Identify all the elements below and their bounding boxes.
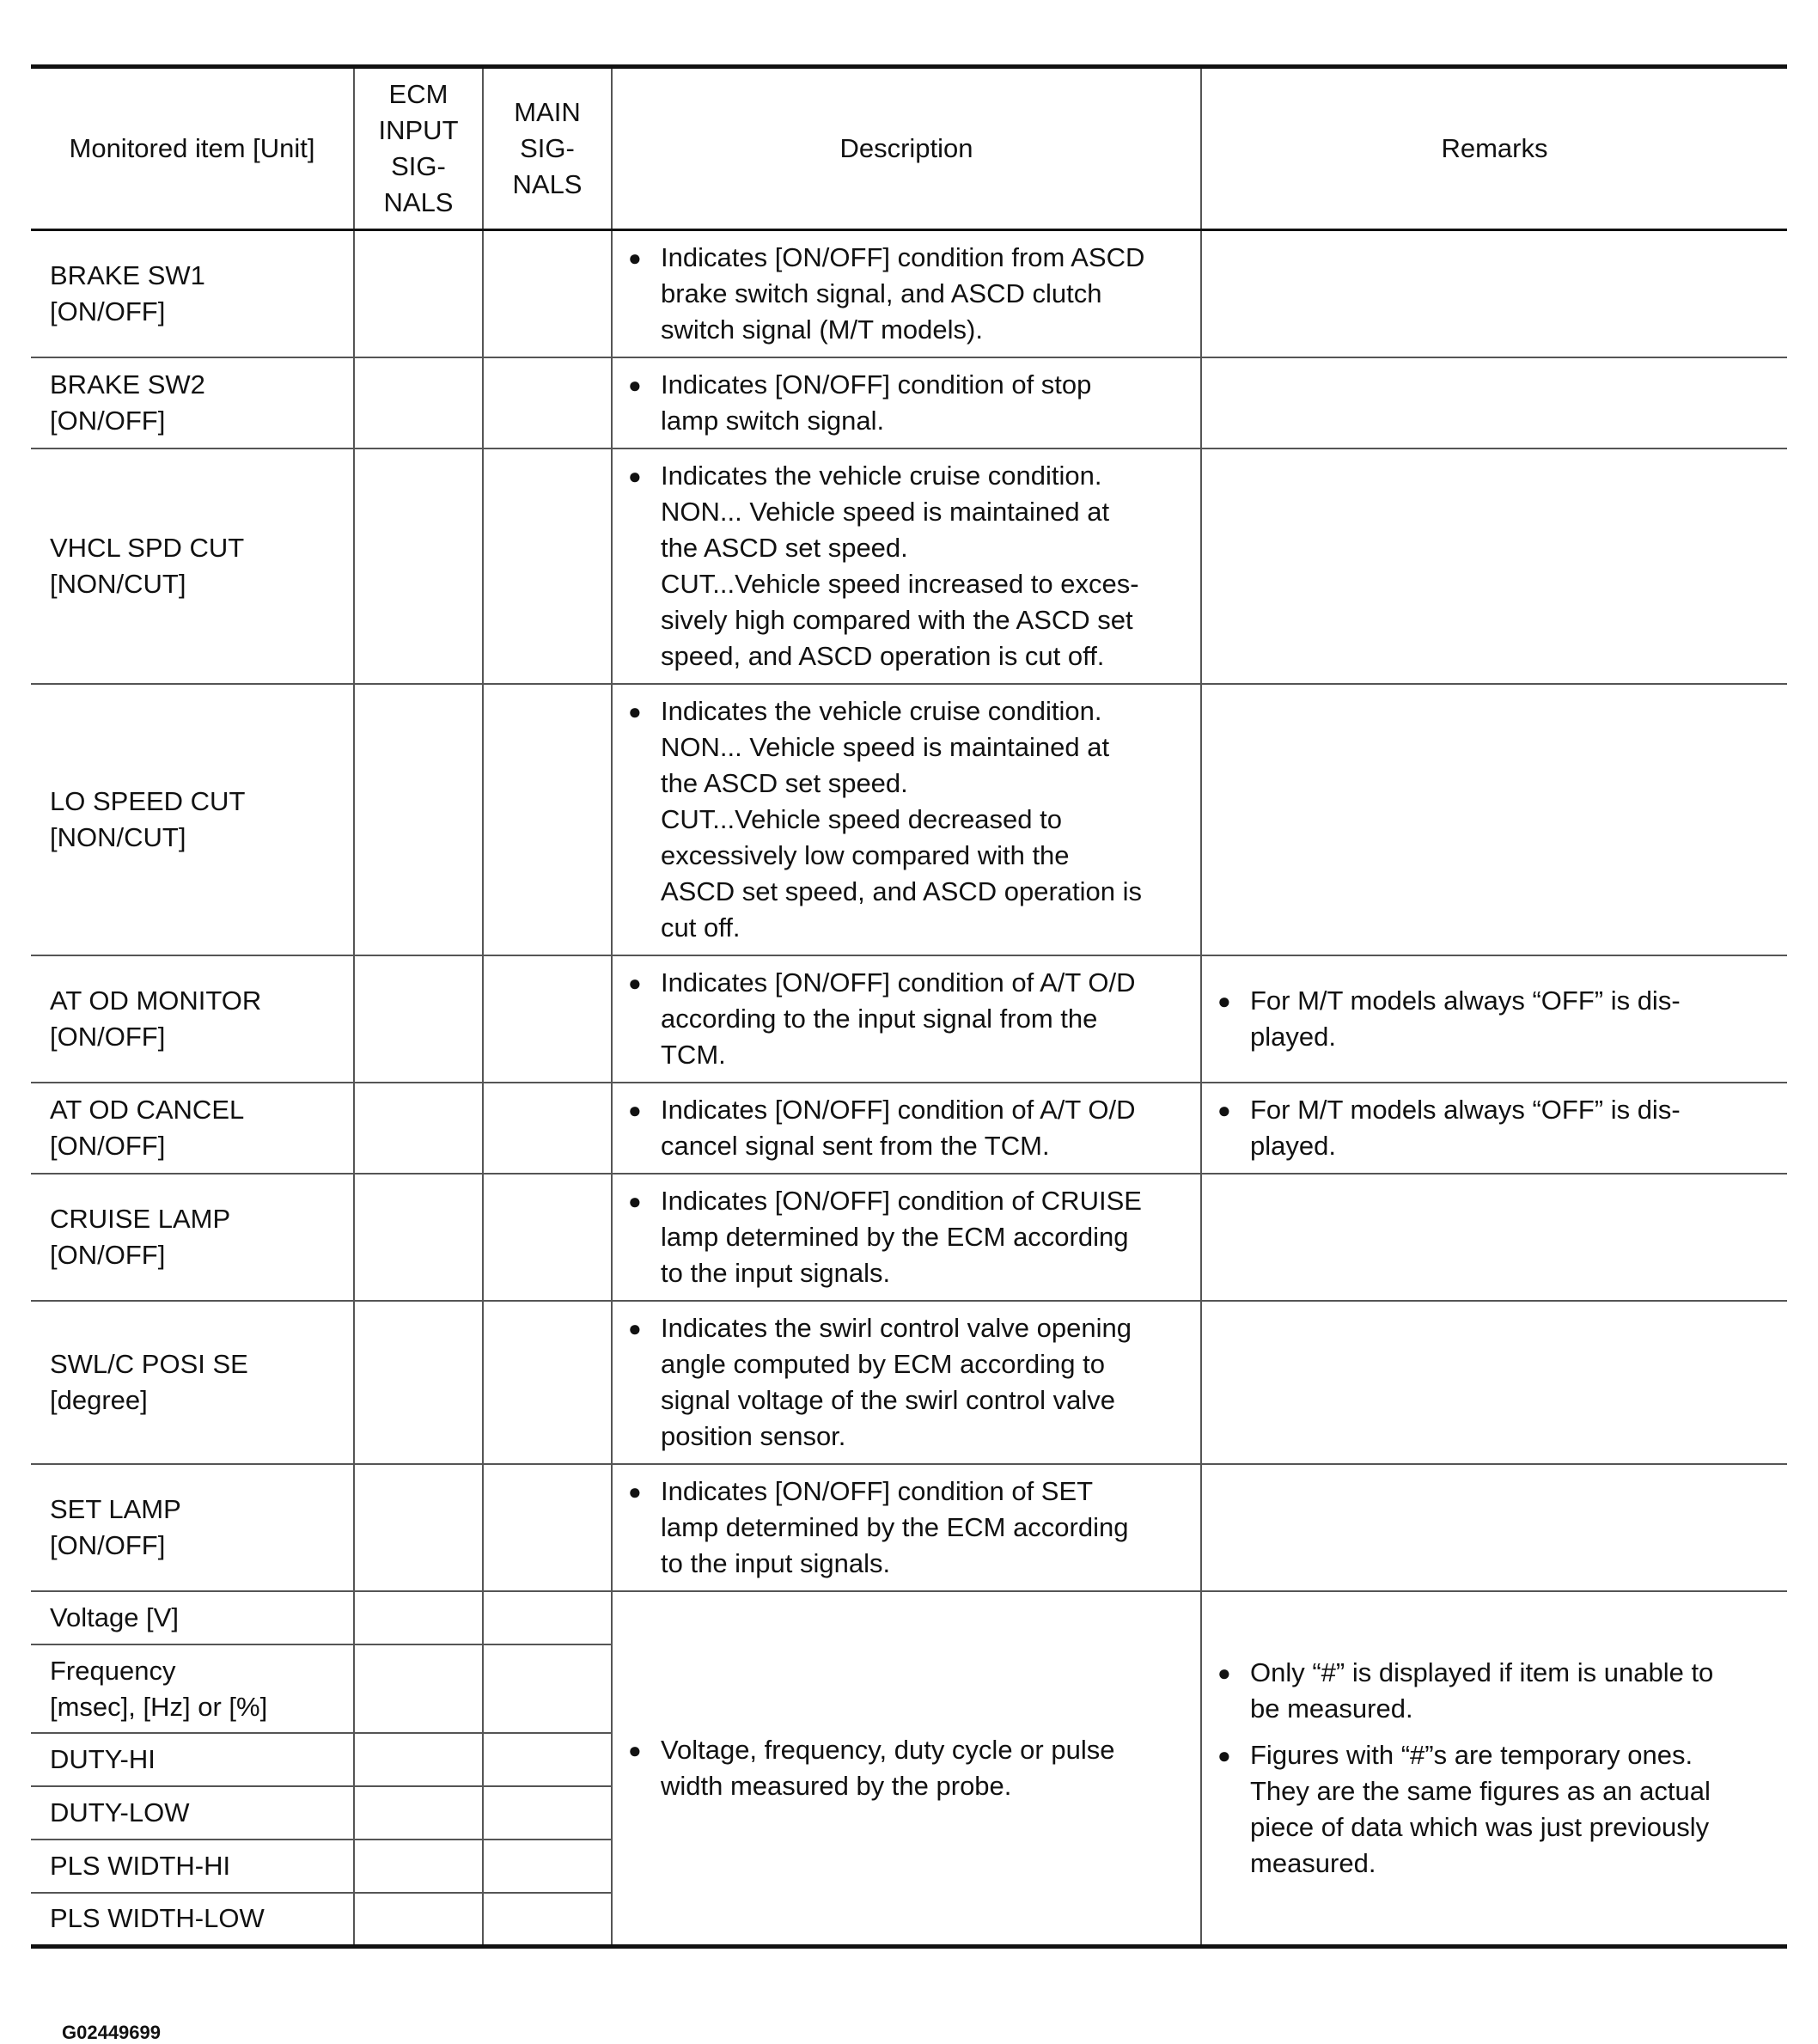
main-signal-cell: [483, 1591, 612, 1644]
remarks-list: [1217, 1092, 1777, 1164]
description-list: [628, 1183, 1190, 1291]
description-bullet: ● Indicates [ON/OFF] condition of CRUISE lamp determined by the ECM according to the input signals.: [628, 1183, 1190, 1291]
header-ecm-input-signals: ECM INPUT SIG- NALS: [354, 67, 483, 230]
description-list: [628, 240, 1190, 348]
remarks-cell: [1201, 357, 1787, 448]
monitored-item-cell: Frequency [msec], [Hz] or [%]: [31, 1644, 354, 1733]
ecm-input-signal-cell: [354, 1786, 483, 1840]
remarks-cell: [1201, 1301, 1787, 1464]
main-signal-cell: [483, 1644, 612, 1733]
description-bullet: ● Indicates the vehicle cruise condition. NON... Vehicle speed is maintained at the ASCD set speed. CUT...Vehicle speed decreased to excessively low compared with the ASCD set speed, and ASCD operation is cut off.: [628, 693, 1190, 946]
ecm-input-signal-cell: [354, 1464, 483, 1591]
monitored-item-cell: SWL/C POSI SE [degree]: [31, 1301, 354, 1464]
table-row: [31, 357, 1787, 448]
description-cell: [612, 1591, 1201, 1946]
ecm-input-signal-cell: [354, 448, 483, 684]
description-cell: [612, 230, 1201, 358]
header-row: [31, 67, 1787, 230]
description-cell: [612, 357, 1201, 448]
remarks-cell: [1201, 448, 1787, 684]
main-signal-cell: [483, 1786, 612, 1840]
ecm-input-signal-cell: [354, 357, 483, 448]
description-cell: [612, 1301, 1201, 1464]
ecm-input-signal-cell: [354, 1174, 483, 1301]
main-signal-cell: [483, 448, 612, 684]
table-row: [31, 684, 1787, 955]
monitored-item-cell: VHCL SPD CUT [NON/CUT]: [31, 448, 354, 684]
description-bullet: ● Indicates the swirl control valve opening angle computed by ECM according to signal voltage of the swirl control valve position sensor.: [628, 1310, 1190, 1455]
description-bullet: ● Indicates [ON/OFF] condition from ASCD brake switch signal, and ASCD clutch switch signal (M/T models).: [628, 240, 1190, 348]
monitored-item-cell: SET LAMP [ON/OFF]: [31, 1464, 354, 1591]
monitored-item-cell: BRAKE SW2 [ON/OFF]: [31, 357, 354, 448]
description-list: [628, 965, 1190, 1073]
header-monitored-item: Monitored item [Unit]: [31, 67, 354, 230]
main-signal-cell: [483, 955, 612, 1083]
description-list: [628, 1310, 1190, 1455]
description-cell: [612, 1464, 1201, 1591]
main-signal-cell: [483, 357, 612, 448]
description-bullet: ● Voltage, frequency, duty cycle or pulse width measured by the probe.: [628, 1732, 1190, 1804]
remarks-cell: [1201, 955, 1787, 1083]
ecm-input-signal-cell: [354, 1301, 483, 1464]
data-monitor-document: [31, 64, 1787, 2043]
header-description: Description: [612, 67, 1201, 230]
remarks-list: [1217, 983, 1777, 1055]
description-cell: [612, 684, 1201, 955]
remarks-bullet: ● For M/T models always “OFF” is dis- played.: [1217, 983, 1777, 1055]
monitored-item-cell: DUTY-HI: [31, 1733, 354, 1786]
remarks-cell: [1201, 1083, 1787, 1174]
table-row: [31, 1083, 1787, 1174]
main-signal-cell: [483, 1083, 612, 1174]
remarks-cell: [1201, 230, 1787, 358]
description-bullet: ● Indicates [ON/OFF] condition of A/T O/D according to the input signal from the TCM.: [628, 965, 1190, 1073]
description-list: [628, 1732, 1190, 1804]
monitored-item-cell: AT OD MONITOR [ON/OFF]: [31, 955, 354, 1083]
ecm-input-signal-cell: [354, 1840, 483, 1893]
remarks-bullet: ● Only “#” is displayed if item is unable to be measured.: [1217, 1655, 1777, 1727]
table-row: [31, 448, 1787, 684]
remarks-cell: [1201, 1174, 1787, 1301]
monitored-item-cell: PLS WIDTH-LOW: [31, 1893, 354, 1946]
main-signal-cell: [483, 1464, 612, 1591]
header-main-signals: MAIN SIG- NALS: [483, 67, 612, 230]
ecm-input-signal-cell: [354, 1083, 483, 1174]
table-row: [31, 955, 1787, 1083]
ecm-input-signal-cell: [354, 955, 483, 1083]
table-row: [31, 230, 1787, 358]
main-signal-cell: [483, 1733, 612, 1786]
description-cell: [612, 955, 1201, 1083]
remarks-cell: [1201, 1591, 1787, 1946]
monitor-items-table: [31, 64, 1787, 1949]
main-signal-cell: [483, 1840, 612, 1893]
description-list: [628, 458, 1190, 674]
remarks-cell: [1201, 1464, 1787, 1591]
monitored-item-cell: DUTY-LOW: [31, 1786, 354, 1840]
monitored-item-cell: PLS WIDTH-HI: [31, 1840, 354, 1893]
monitored-item-cell: CRUISE LAMP [ON/OFF]: [31, 1174, 354, 1301]
main-signal-cell: [483, 1174, 612, 1301]
table-row: [31, 1464, 1787, 1591]
main-signal-cell: [483, 1301, 612, 1464]
table-row: [31, 1591, 1787, 1644]
ecm-input-signal-cell: [354, 230, 483, 358]
table-row: [31, 1174, 1787, 1301]
main-signal-cell: [483, 230, 612, 358]
main-signal-cell: [483, 1893, 612, 1946]
description-list: [628, 1474, 1190, 1582]
description-bullet: ● Indicates [ON/OFF] condition of A/T O/D cancel signal sent from the TCM.: [628, 1092, 1190, 1164]
description-list: [628, 1092, 1190, 1164]
ecm-input-signal-cell: [354, 1733, 483, 1786]
remarks-list: [1217, 1655, 1777, 1882]
monitored-item-cell: LO SPEED CUT [NON/CUT]: [31, 684, 354, 955]
table-row: [31, 1301, 1787, 1464]
description-cell: [612, 1083, 1201, 1174]
ecm-input-signal-cell: [354, 1644, 483, 1733]
ecm-input-signal-cell: [354, 1591, 483, 1644]
ecm-input-signal-cell: [354, 1893, 483, 1946]
description-list: [628, 693, 1190, 946]
remarks-bullet: ● Figures with “#”s are temporary ones. They are the same figures as an actual piece of data which was just previously measured.: [1217, 1737, 1777, 1882]
description-bullet: ● Indicates [ON/OFF] condition of stop lamp switch signal.: [628, 367, 1190, 439]
remarks-cell: [1201, 684, 1787, 955]
header-remarks: Remarks: [1201, 67, 1787, 230]
monitored-item-cell: Voltage [V]: [31, 1591, 354, 1644]
monitored-item-cell: BRAKE SW1 [ON/OFF]: [31, 230, 354, 358]
description-bullet: ● Indicates [ON/OFF] condition of SET lamp determined by the ECM according to the input signals.: [628, 1474, 1190, 1582]
remarks-bullet: ● For M/T models always “OFF” is dis- played.: [1217, 1092, 1777, 1164]
main-signal-cell: [483, 684, 612, 955]
ecm-input-signal-cell: [354, 684, 483, 955]
description-cell: [612, 1174, 1201, 1301]
figure-code: G02449699: [62, 2022, 161, 2043]
description-list: [628, 367, 1190, 439]
description-bullet: ● Indicates the vehicle cruise condition. NON... Vehicle speed is maintained at the ASCD set speed. CUT...Vehicle speed increased to exces- sively high compared with the ASCD set speed, and ASCD operation is cut off.: [628, 458, 1190, 674]
description-cell: [612, 448, 1201, 684]
monitored-item-cell: AT OD CANCEL [ON/OFF]: [31, 1083, 354, 1174]
